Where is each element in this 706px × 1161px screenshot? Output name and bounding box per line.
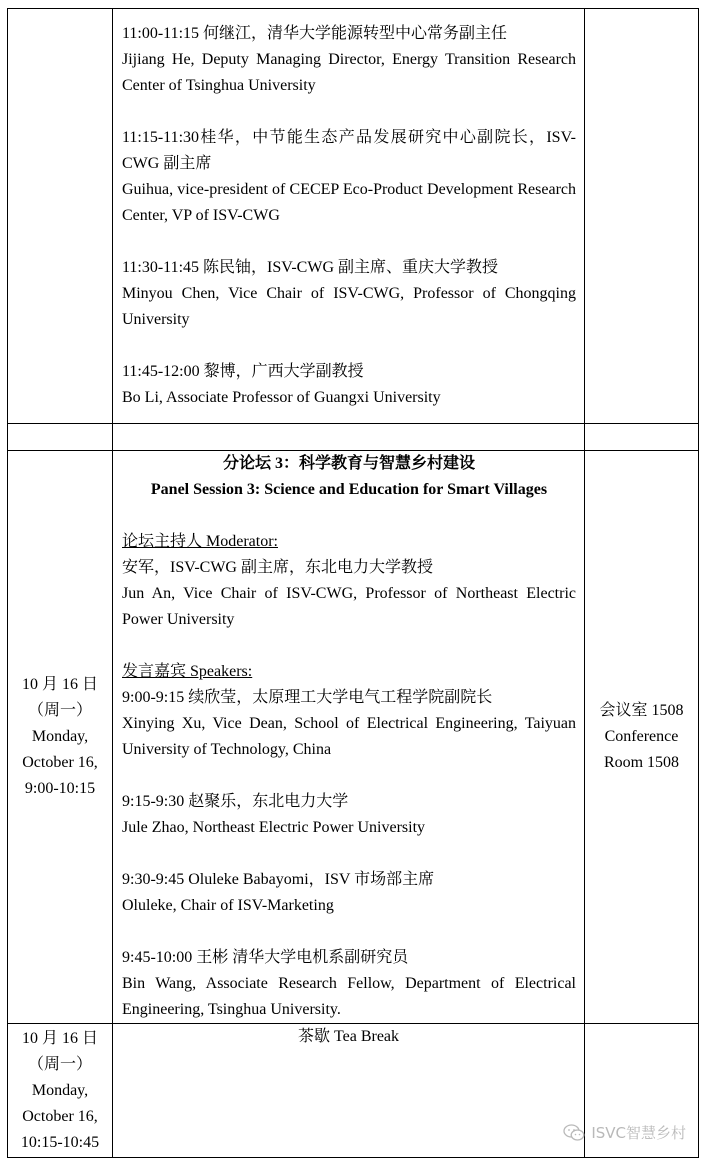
room-en: Conference — [604, 728, 679, 745]
session-cell — [113, 451, 585, 1024]
watermark-text: ISVC智慧乡村 — [591, 1124, 686, 1142]
agenda-row-spacer — [8, 424, 699, 451]
speaker-line-cn: 9:15-9:30 赵聚乐，东北电力大学 — [122, 793, 349, 810]
moderator-cn: 安军，ISV-CWG 副主席，东北电力大学教授 — [122, 559, 433, 576]
date-en: Monday, — [31, 728, 89, 745]
wechat-icon — [563, 1124, 585, 1142]
moderator-label: 论坛主持人 Moderator: — [122, 533, 278, 550]
watermark — [563, 1122, 686, 1143]
moderator-en: Jun An, Vice Chair of ISV-CWG, Professor of Northeast Electric Power University — [122, 585, 576, 628]
speaker-line-en: Minyou Chen, Vice Chair of ISV-CWG, Professor of Chongqing University — [122, 285, 576, 328]
spacer-cell — [8, 424, 113, 451]
room-cn: 会议室 1508 — [599, 702, 684, 719]
speakers-label: 发言嘉宾 Speakers: — [122, 663, 253, 680]
date-cell-empty — [8, 9, 113, 424]
agenda-row-continued — [8, 9, 699, 424]
speaker-line-en: Jijiang He, Deputy Managing Director, Energy Transition Research Center of Tsinghua University — [122, 51, 576, 94]
spacer-cell — [585, 424, 699, 451]
speaker-line-en: Xinying Xu, Vice Dean, School of Electrical Engineering, Taiyuan University of Technology, China — [122, 715, 576, 758]
agenda-table — [7, 8, 699, 1158]
date-en: October 16, — [22, 1107, 98, 1125]
room-cell-empty — [585, 9, 699, 424]
speaker-line-en: Oluleke, Chair of ISV-Marketing — [122, 897, 334, 914]
speaker-line-cn: 9:45-10:00 王彬 清华大学电机系副研究员 — [122, 949, 409, 966]
date-cn: 10 月 16 日 — [21, 1029, 98, 1047]
panel-title-en: Panel Session 3: Science and Education for Smart Villages — [150, 481, 548, 498]
speaker-line-cn: 9:00-9:15 续欣莹，太原理工大学电气工程学院副院长 — [122, 689, 493, 706]
speaker-line-cn: 11:45-12:00 黎博，广西大学副教授 — [122, 363, 364, 380]
speakers-cell — [113, 9, 585, 424]
speaker-line-en: Bin Wang, Associate Research Fellow, Department of Electrical Engineering, Tsinghua University. — [122, 975, 576, 1018]
date-cell — [8, 1024, 113, 1158]
room-cell — [585, 451, 699, 1024]
speaker-line-en: Guihua, vice-president of CECEP Eco-Product Development Research Center, VP of ISV-CWG — [122, 181, 576, 224]
room-en: Room 1508 — [603, 754, 680, 771]
speaker-line-cn: 11:00-11:15 何继江，清华大学能源转型中心常务副主任 — [122, 25, 508, 42]
speaker-line-cn: 11:30-11:45 陈民铀，ISV-CWG 副主席、重庆大学教授 — [122, 259, 499, 276]
date-en: October 16, — [22, 754, 98, 771]
panel-title-cn: 分论坛 3：科学教育与智慧乡村建设 — [222, 455, 475, 472]
spacer-cell — [113, 424, 585, 451]
speaker-line-en: Jule Zhao, Northeast Electric Power University — [122, 819, 426, 836]
weekday-cn: （周一） — [27, 702, 92, 719]
agenda-row-panel-3 — [8, 451, 699, 1024]
time-range: 9:00-10:15 — [24, 780, 96, 797]
time-range: 10:15-10:45 — [20, 1133, 100, 1151]
weekday-cn: （周一） — [27, 1055, 92, 1073]
speaker-line-cn: 9:30-9:45 Oluleke Babayomi，ISV 市场部主席 — [122, 871, 435, 888]
speaker-line-cn: 11:15-11:30桂华，中节能生态产品发展研究中心副院长，ISV-CWG 副主席 — [122, 129, 576, 172]
speaker-line-en: Bo Li, Associate Professor of Guangxi University — [122, 389, 441, 406]
break-cell — [113, 1024, 585, 1158]
date-en: Monday, — [31, 1081, 89, 1099]
date-cell — [8, 451, 113, 1024]
date-cn: 10 月 16 日 — [21, 676, 98, 693]
tea-break-label: 茶歇 Tea Break — [297, 1028, 400, 1045]
